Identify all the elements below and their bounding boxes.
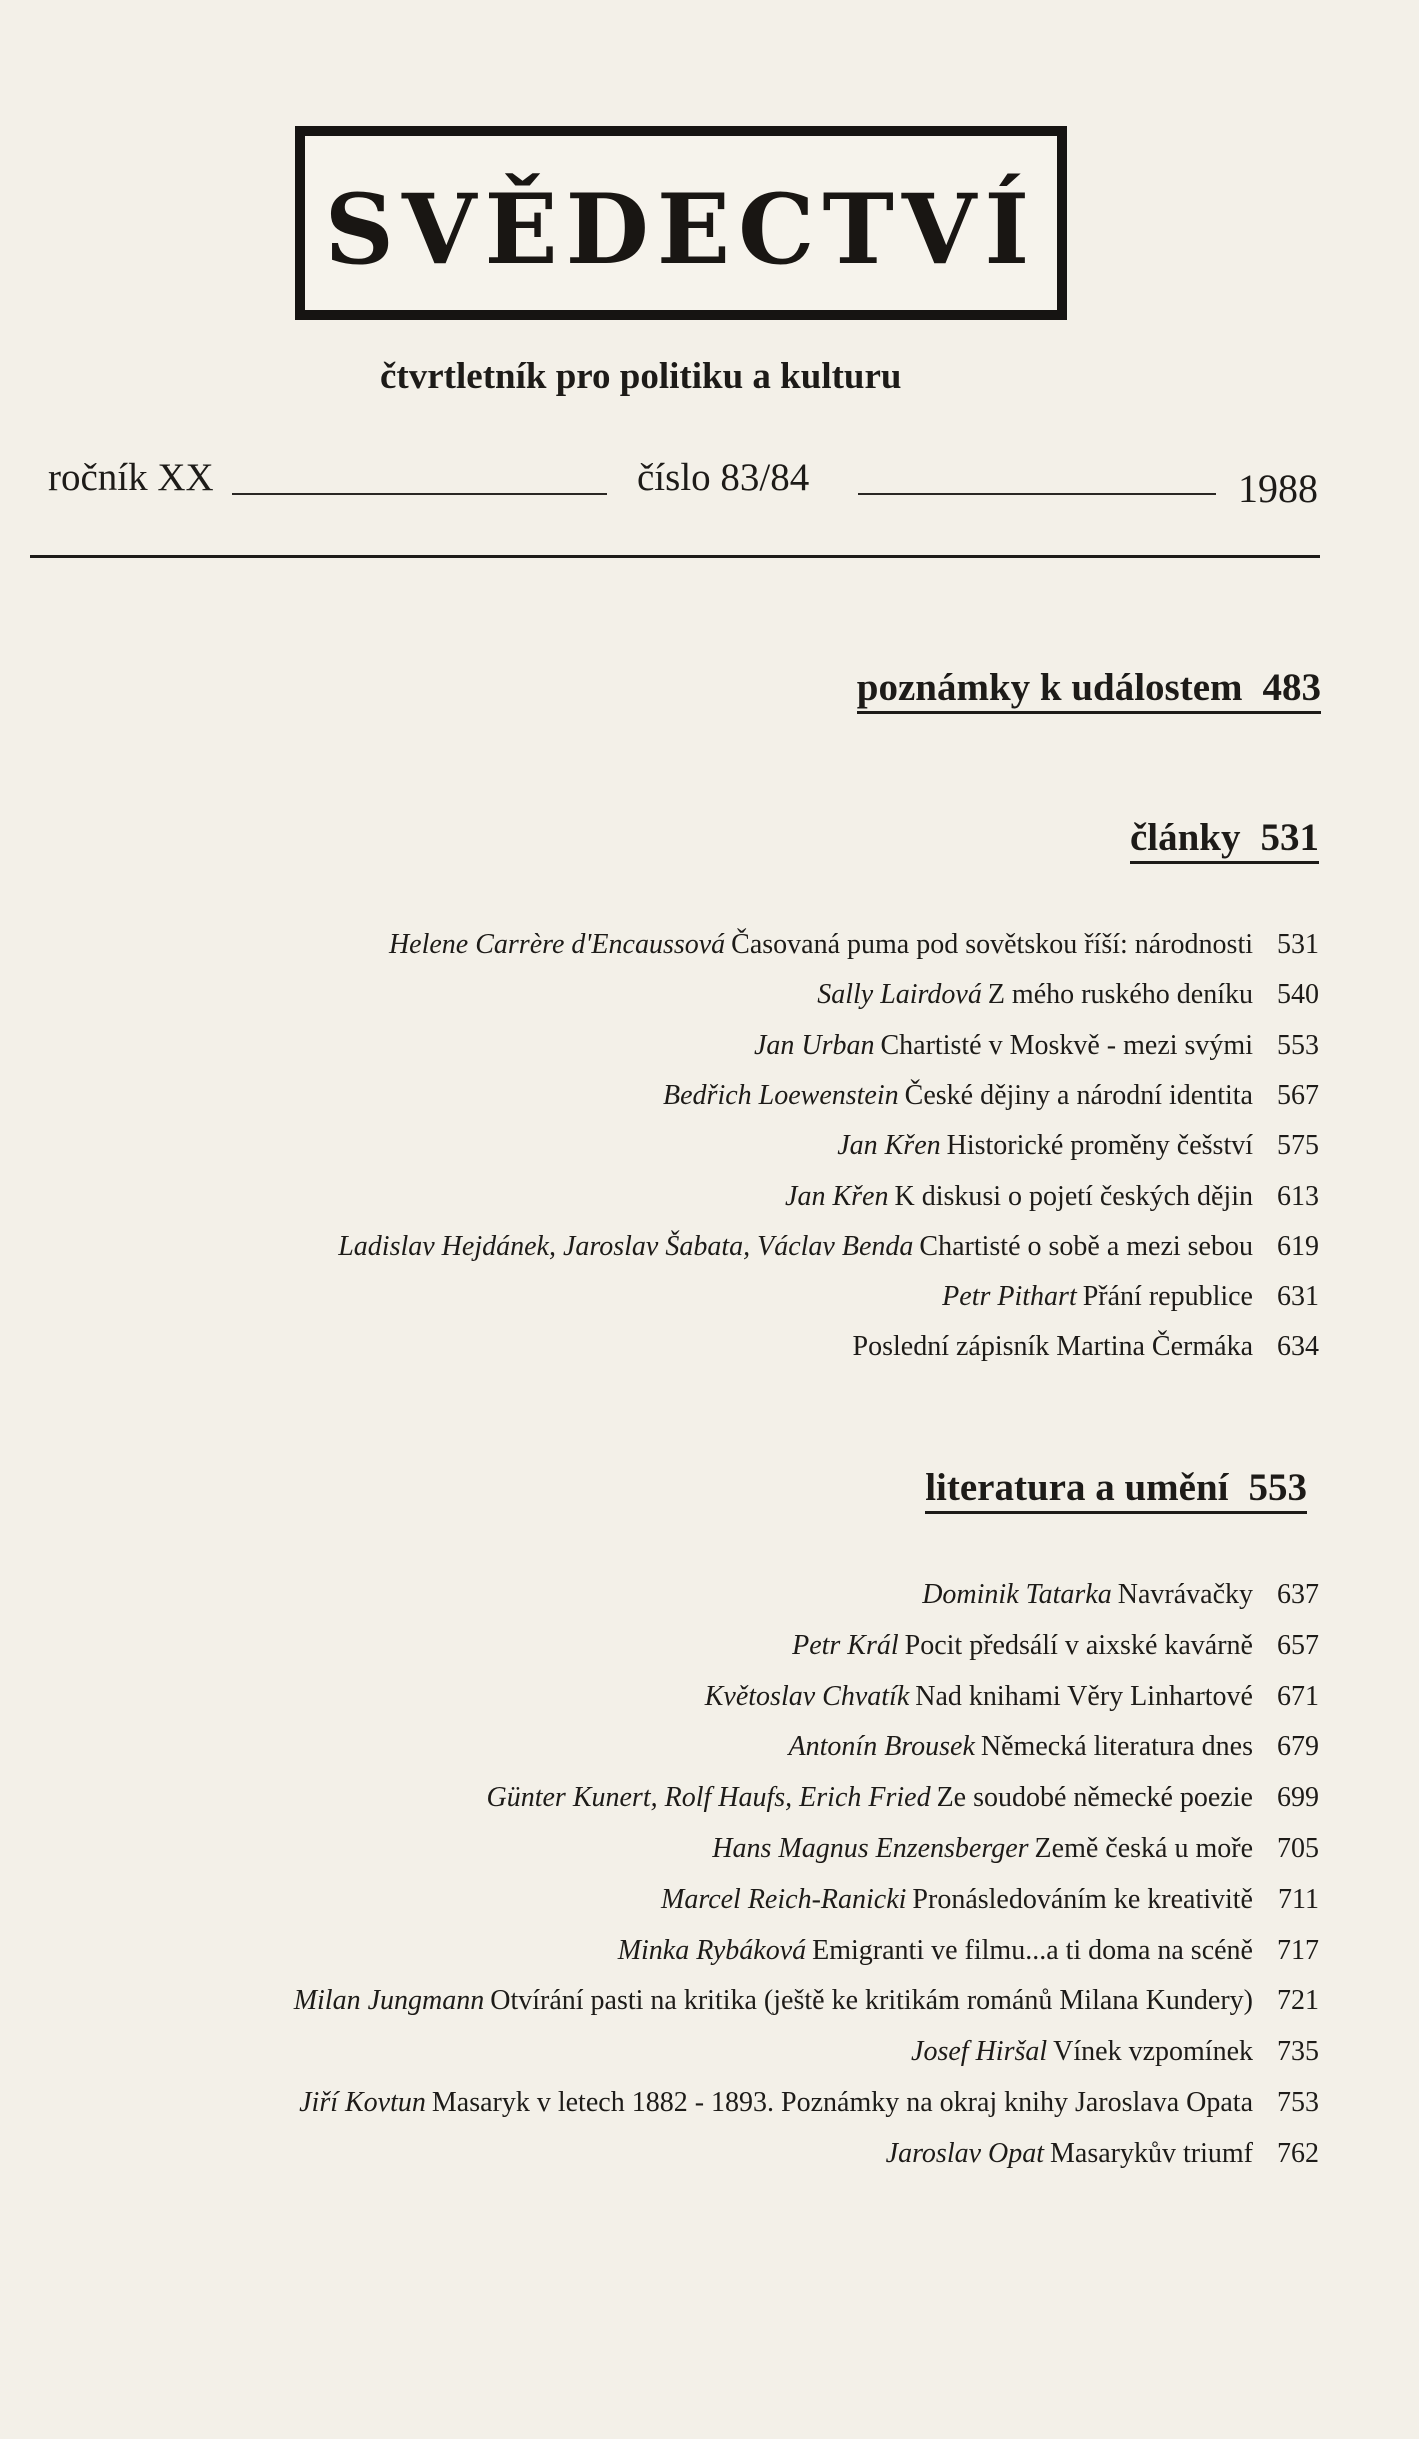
entry-title: Pocit předsálí v aixské kavárně — [904, 1629, 1253, 1661]
entry-page: 540 — [1277, 979, 1319, 1011]
toc-entry — [705, 1672, 1319, 1722]
entry-title: Země česká u moře — [1034, 1833, 1253, 1864]
entry-author: Helene Carrère d'Encaussová — [388, 929, 726, 960]
entry-author: Květoslav Chvatík — [704, 1680, 910, 1712]
entry-page: 705 — [1277, 1833, 1319, 1864]
entry-page: 679 — [1277, 1731, 1319, 1763]
entry-author: Marcel Reich-Ranicki — [661, 1883, 907, 1915]
entry-author: Ladislav Hejdánek, Jaroslav Šabata, Václav Benda — [338, 1230, 914, 1262]
toc-entry — [847, 1322, 1319, 1372]
section-heading — [1130, 815, 1319, 864]
entry-page: 671 — [1277, 1680, 1319, 1712]
masthead-title: SVĚDECTVÍ — [324, 173, 1038, 286]
entry-author: Josef Hiršal — [911, 2036, 1048, 2068]
entry-author: Günter Kunert, Rolf Haufs, Erich Fried — [486, 1782, 931, 1814]
toc-entry — [487, 1773, 1320, 1823]
entry-title: K diskusi o pojetí českých dějin — [894, 1180, 1253, 1212]
section-page: 483 — [1262, 666, 1321, 709]
entry-page: 657 — [1277, 1629, 1319, 1661]
entry-title: Masaryk v letech 1882 - 1893. Poznámky na okraj knihy Jaroslava Opata — [431, 2087, 1253, 2118]
entry-page: 721 — [1277, 1985, 1319, 2017]
entry-title: Časovaná puma pod sovětskou říší: národnosti — [731, 929, 1253, 960]
entry-author: Bedřich Loewenstein — [663, 1079, 899, 1111]
entry-page: 753 — [1277, 2087, 1319, 2118]
entry-page: 711 — [1278, 1883, 1319, 1915]
toc-entry — [754, 1021, 1319, 1071]
entry-author: Sally Lairdová — [817, 979, 982, 1011]
entry-author: Milan Jungmann — [293, 1985, 485, 2017]
leader-rule — [858, 493, 1216, 495]
entry-page: 613 — [1277, 1180, 1319, 1212]
entry-title: Pronásledováním ke kreativitě — [912, 1883, 1253, 1915]
leader-rule — [232, 493, 607, 495]
entry-title: České dějiny a národní identita — [904, 1079, 1253, 1111]
entry-title: Chartisté o sobě a mezi sebou — [919, 1230, 1253, 1262]
entry-title: Emigranti ve filmu...a ti doma na scéně — [812, 1934, 1253, 1966]
section-page: 531 — [1260, 816, 1319, 859]
entry-author: Minka Rybáková — [617, 1934, 807, 1966]
entry-page: 567 — [1277, 1079, 1319, 1111]
entry-title: Masarykův triumf — [1050, 2137, 1253, 2169]
toc-entry — [911, 2027, 1319, 2077]
entry-author: Dominik Tatarka — [922, 1579, 1112, 1610]
toc-entry — [712, 1824, 1319, 1874]
entry-title: Historické proměny češství — [946, 1130, 1253, 1162]
entry-page: 575 — [1277, 1130, 1319, 1162]
entry-page: 634 — [1277, 1331, 1319, 1363]
section-page: 553 — [1248, 1466, 1307, 1509]
toc-entry — [661, 1875, 1319, 1925]
toc-entry — [886, 2129, 1319, 2179]
entry-title: Německá literatura dnes — [980, 1731, 1253, 1763]
entry-author: Jan Křen — [785, 1180, 889, 1212]
section-title: literatura a umění — [925, 1466, 1229, 1509]
entry-page: 553 — [1277, 1029, 1319, 1061]
entry-title: Z mého ruského deníku — [987, 979, 1253, 1011]
section-heading — [925, 1465, 1307, 1514]
toc-entry — [922, 1570, 1319, 1620]
issue-volume: ročník XX — [48, 456, 214, 499]
entry-author: Antonín Brousek — [788, 1731, 975, 1763]
entry-author: Jiří Kovtun — [299, 2087, 426, 2118]
toc-entry — [389, 920, 1319, 970]
toc-entry — [618, 1926, 1319, 1976]
entry-page: 762 — [1277, 2137, 1319, 2169]
entry-title: Chartisté v Moskvě - mezi svými — [880, 1029, 1253, 1061]
issue-number: číslo 83/84 — [637, 456, 810, 499]
toc-entry — [837, 1121, 1319, 1171]
entry-page: 717 — [1277, 1934, 1319, 1966]
entry-author: Petr Pithart — [942, 1281, 1077, 1313]
masthead-box — [295, 126, 1067, 320]
section-heading — [857, 665, 1321, 714]
entry-page: 619 — [1277, 1230, 1319, 1262]
subtitle: čtvrtletník pro politiku a kulturu — [380, 356, 902, 397]
entry-author: Hans Magnus Enzensberger — [712, 1833, 1029, 1864]
entry-author: Petr Král — [792, 1629, 899, 1661]
entry-author: Jan Křen — [837, 1130, 941, 1162]
entry-title: Ze soudobé německé poezie — [936, 1782, 1253, 1814]
entry-page: 699 — [1277, 1782, 1319, 1814]
toc-entry — [294, 1976, 1319, 2026]
toc-entry — [792, 1621, 1319, 1671]
section-title: články — [1129, 816, 1241, 859]
toc-entry — [789, 1722, 1319, 1772]
entry-title: Navrávačky — [1117, 1579, 1253, 1610]
entry-page: 531 — [1277, 929, 1319, 960]
entry-author: Jaroslav Opat — [885, 2137, 1045, 2169]
toc-entry — [338, 1222, 1319, 1272]
issue-year: 1988 — [1238, 466, 1318, 511]
toc-entry — [785, 1172, 1319, 1222]
entry-page: 631 — [1277, 1281, 1319, 1313]
section-title: poznámky k událostem — [856, 666, 1243, 709]
header-rule — [30, 555, 1320, 558]
entry-title: Otvírání pasti na kritika (ještě ke kritikám románů Milana Kundery) — [490, 1985, 1253, 2017]
toc-entry — [299, 2078, 1319, 2128]
entry-page: 637 — [1277, 1579, 1319, 1610]
toc-entry — [663, 1071, 1319, 1121]
entry-author: Jan Urban — [753, 1029, 875, 1061]
entry-title: Přání republice — [1082, 1281, 1253, 1313]
toc-entry — [942, 1272, 1319, 1322]
entry-title: Poslední zápisník Martina Čermáka — [852, 1331, 1253, 1363]
entry-title: Vínek vzpomínek — [1053, 2036, 1253, 2068]
entry-page: 735 — [1277, 2036, 1319, 2068]
toc-entry — [817, 970, 1319, 1020]
entry-title: Nad knihami Věry Linhartové — [915, 1680, 1253, 1712]
